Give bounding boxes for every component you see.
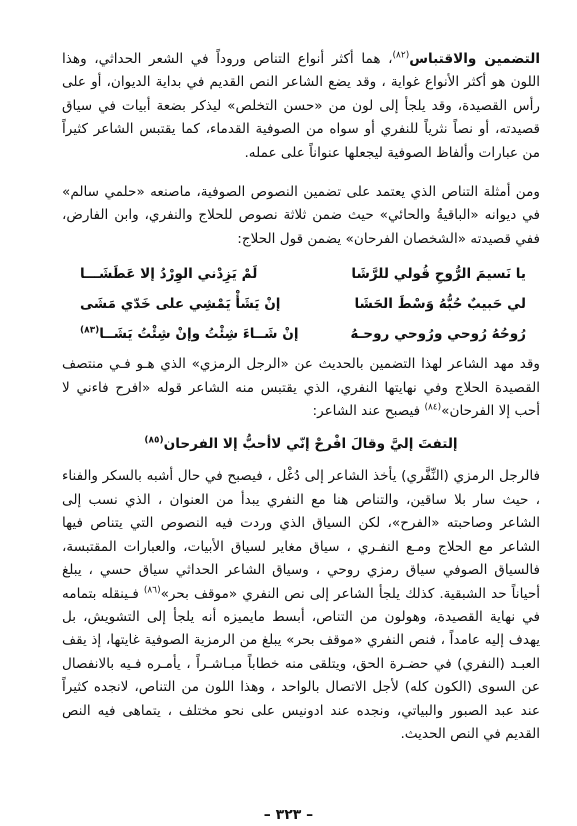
poet-quote-text: إلتفتَ إليَّ وقالَ افْرحْ إنّي لاأحبُّ إلا الفرحان bbox=[163, 436, 458, 453]
paragraph-analysis bbox=[62, 465, 540, 746]
paragraph-examples bbox=[62, 181, 540, 251]
verse-line bbox=[80, 259, 526, 289]
hallaj-verses bbox=[62, 259, 540, 349]
footnote-ref-86: (٨٦) bbox=[143, 584, 161, 595]
poet-quote-line bbox=[62, 431, 540, 457]
paragraph-symbolic-man bbox=[62, 353, 540, 423]
footnote-ref-85: (٨٥) bbox=[144, 435, 164, 446]
paragraph-4-part1: فالرجل الرمزي (النِّفَّري) يأخذ الشاعر إلى دُغْل ، فيصبح في حال أشبه بالسكر والفناء ، حيث سار بلا ساقين، والتناص هنا مع النفري يبدأ من العنوان ، الذي نسب إلى الشاعر وصاحبته «الفرح»، لكن السياق الذي وردت فيه النصوص التي يتناص فيها الشاعر مع الحلاج ومـع النفـري ، سياق مغاير لسياق الأبيات، والعبارات المقتبسة، فالسياق الصوفي سياق رمزي روحي ، وسياق الشاعر الحداثي سياق حسي ، يبلغ أحياناً حد الشبقية. كذلك يلجأ الشاعر إلى نص النفري «موقف بحر» bbox=[62, 468, 541, 602]
paragraph-1-text: ، هما أكثر أنواع التناص وروداً في الشعر الحداثي، وهذا اللون هو أكثر الأنواع غواية ، وقد يضع الشاعر النص القديم في بداية الديوان، أو على رأس القصيدة، وقد يلجأ إلى لون من «حسن التخلص» ليذكر بضعة أبيات في سياق قصيدته، أو نصاً نثرياً للنفري أو سواه من الصوفية القدماء، كما يقتبس الشاعر كثيراً من عبارات وألفاظ الصوفية ليجعلها عنواناً على عمله. bbox=[62, 51, 540, 161]
footnote-ref-82: (٨٢) bbox=[392, 50, 410, 61]
paragraph-2-text: ومن أمثلة التناص الذي يعتمد على تضمين النصوص الصوفية، ماصنعه «حلمي سالم» في ديوانه «الباقيةُ والحائي» حيث ضمن ثلاثة نصوص للحلاج والنفري، وابن الفارض، ففي قصيدته «الشخصان الفرحان» يضمن قول الحلاج: bbox=[62, 184, 540, 247]
verse-second-text: لَمْ يَزِدْني الوِرْدُ إلا عَطَشَـــا bbox=[80, 266, 258, 283]
verse-second-hemistich bbox=[80, 289, 280, 319]
verse-second-hemistich bbox=[80, 319, 299, 349]
verse-first-hemistich: رُوحُهُ رُوحي ورُوحي روحـهُ bbox=[350, 326, 526, 343]
verse-line bbox=[80, 289, 526, 319]
page-body bbox=[62, 48, 540, 746]
paragraph-intertext-types bbox=[62, 48, 540, 165]
paragraph-3-tail: فيصبح عند الشاعر: bbox=[312, 403, 425, 420]
footnote-ref-83: (٨٣) bbox=[80, 325, 100, 336]
verse-second-text: إنْ يَشَأْ يَمْشِي على خَدّي مَشَى bbox=[80, 296, 281, 313]
verse-second-text: إنْ شَــاءَ شِئْتُ وإنْ شِئْتُ يَشَــا bbox=[99, 326, 299, 343]
paragraph-3-text: وقد مهد الشاعر لهذا التضمين بالحديث عن «الرجل الرمزي» الذي هـو فـي منتصف القصيدة الحلاج وفي نهايتها النفري، الذي يقتبس منه الشاعر قوله «افرح فاءني لا أحب إلا الفرحان» bbox=[62, 356, 540, 420]
page-number: – ٣٢٣ – bbox=[263, 807, 314, 823]
verse-second-hemistich bbox=[80, 259, 257, 289]
verse-line bbox=[80, 319, 526, 349]
verse-first-hemistich: لي حَبيبٌ حُبُّهُ وَسْطَ الحَشَا bbox=[354, 296, 526, 313]
paragraph-4-part2: فـينقله بتمامه في نهاية القصيدة، وهولون من التناص، أبسط مايميزه أنه يلجأ إلى التشويش، بل يهدف إليه عامداً ، فنص النفري «موقف بحر» يبلغ من الرمزية الصوفية غايتها، إذ يقف العبـد (النفري) في حضـرة الحق، ويتلقى منه خطاباً مبـاشـراً ، يأمـره فـيه بالانفصال عن السوى (الكون كله) لأجل الاتصال بالواحد ، وهذا اللون من التناص، لانجده كثيراً عند عبد الصبور والبياتي، ونجده عند ادونيس على نحو مختلف ، يتماهى فيه النص القديم في النص الحديث. bbox=[62, 585, 540, 742]
verse-first-hemistich: يا نَسيمَ الرُّوحِ قُولي للرَّشَا bbox=[351, 266, 526, 283]
term-tadmin-iqtibas: التضمين والاقتباس bbox=[409, 51, 540, 67]
footnote-ref-84: (٨٤) bbox=[424, 402, 442, 413]
